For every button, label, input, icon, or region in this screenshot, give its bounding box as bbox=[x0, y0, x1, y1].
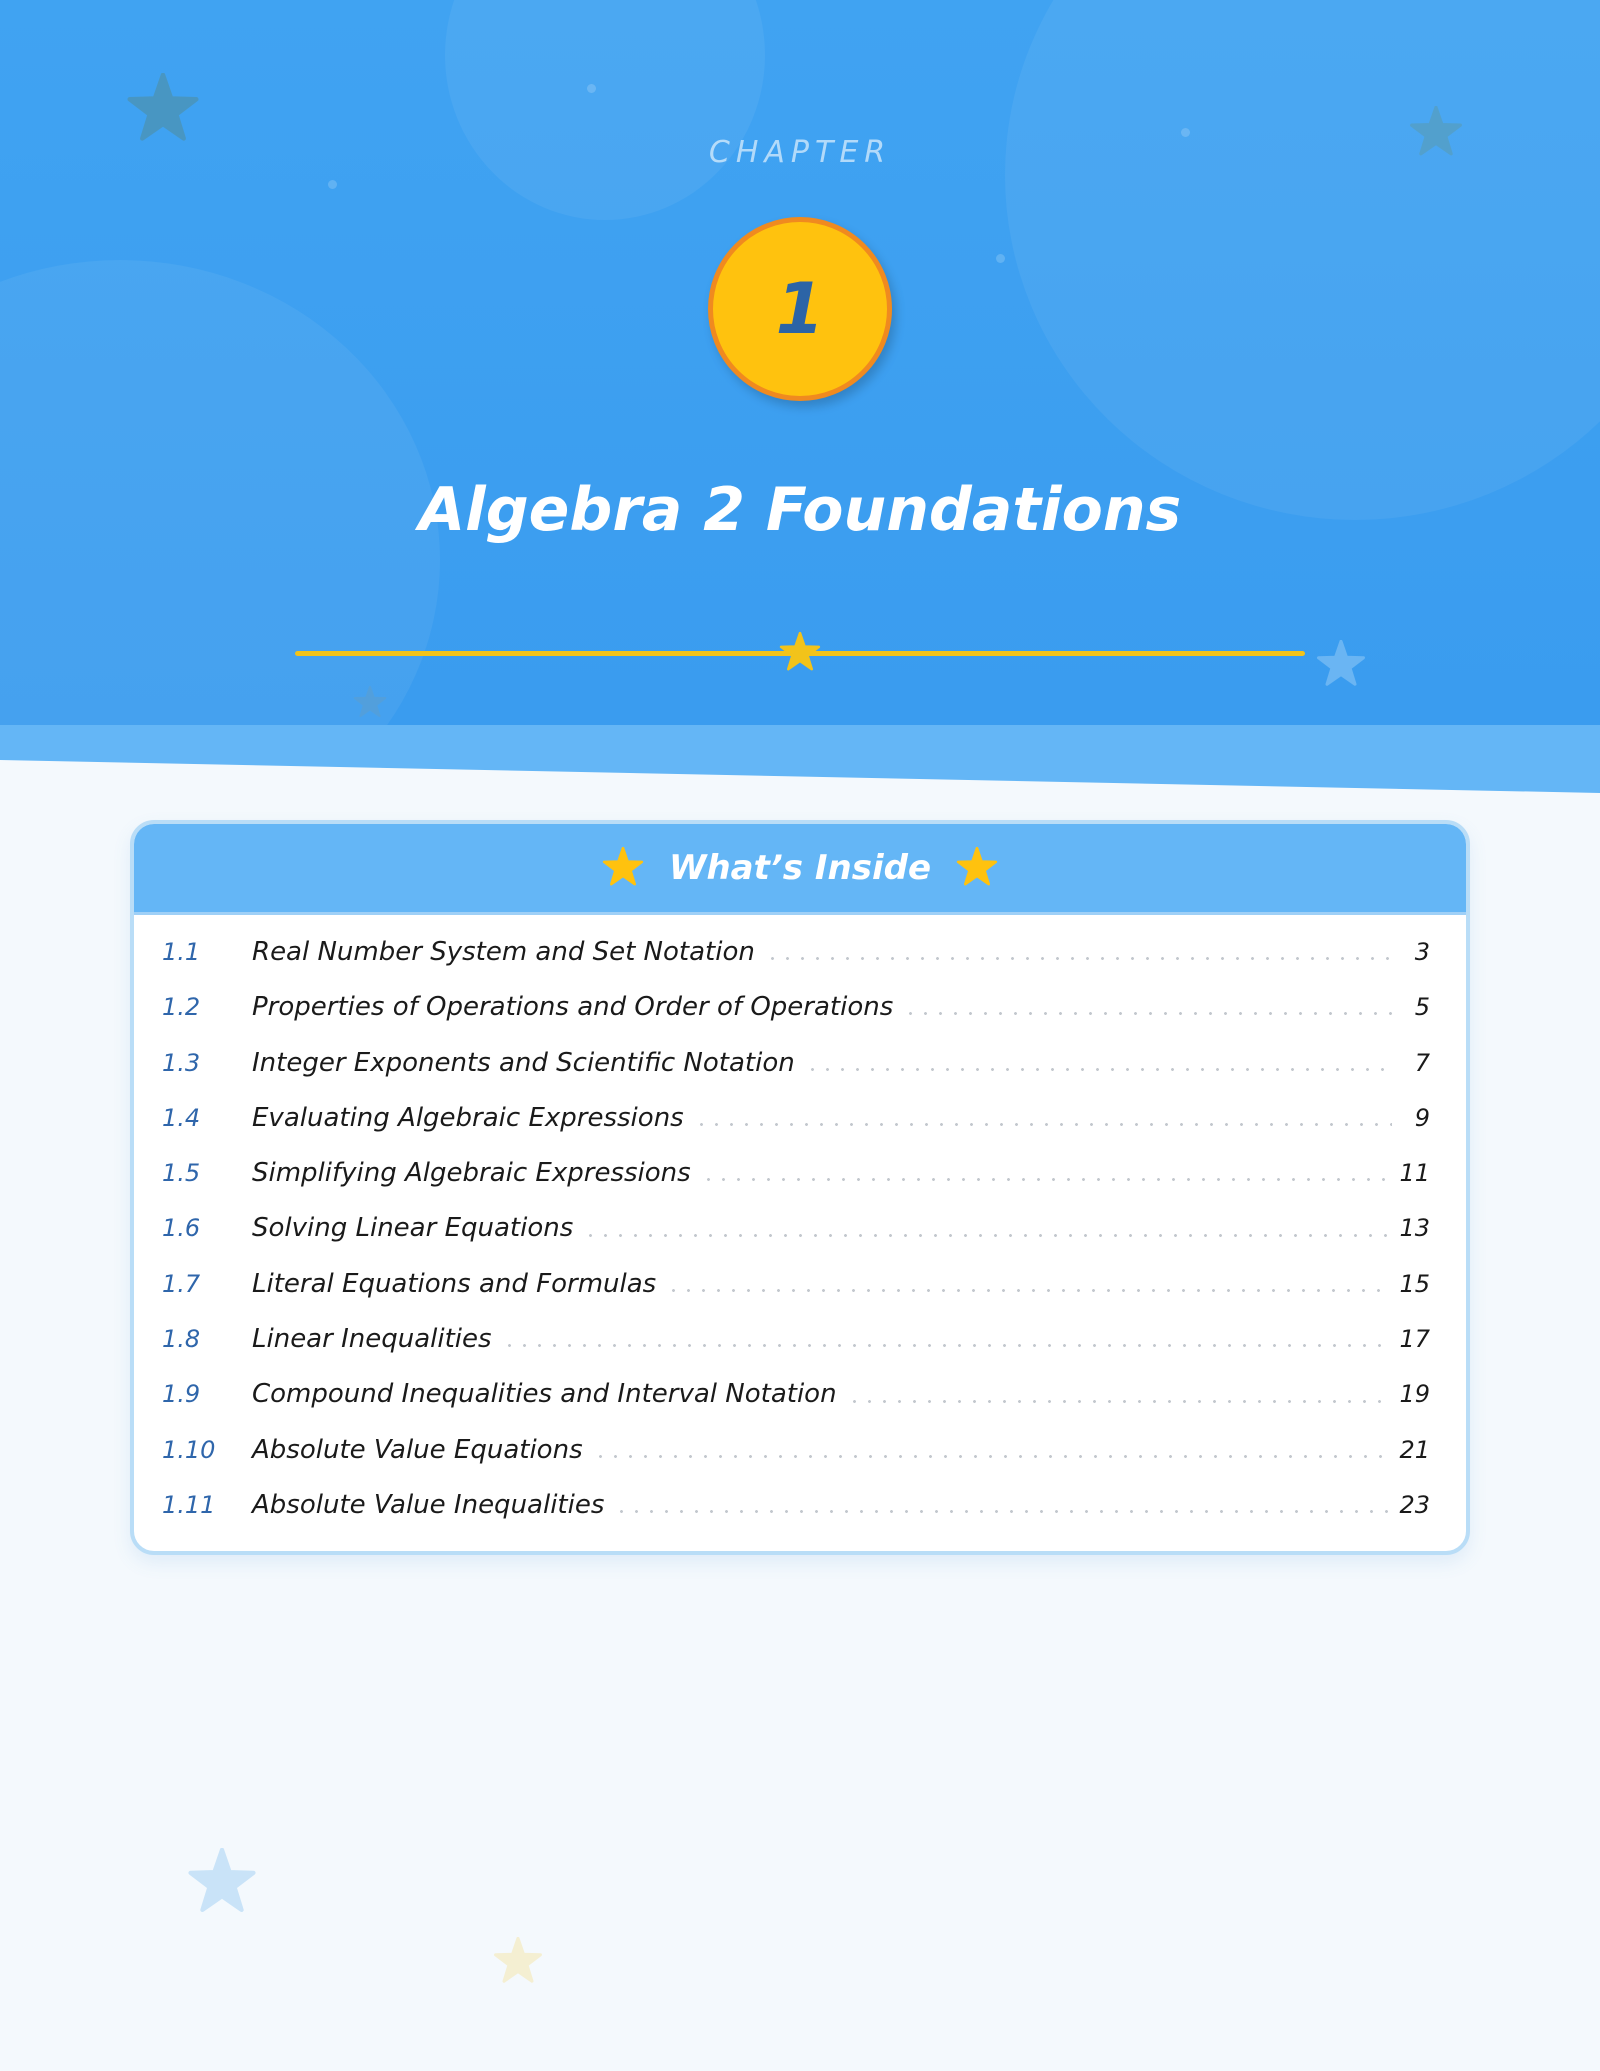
star-icon bbox=[352, 686, 388, 720]
dot-leader bbox=[805, 1068, 1392, 1071]
toc-header bbox=[134, 824, 1466, 915]
dot-leader bbox=[593, 1455, 1390, 1458]
star-icon bbox=[492, 1937, 544, 1987]
toc-entry[interactable] bbox=[162, 925, 1430, 980]
dot-leader bbox=[694, 1123, 1392, 1126]
toc-entry[interactable] bbox=[162, 1201, 1430, 1256]
decor-dot bbox=[996, 254, 1005, 263]
toc-entry-page: 15 bbox=[1399, 1269, 1430, 1298]
toc-entry-title: Real Number System and Set Notation bbox=[252, 937, 755, 967]
toc-entry-title: Integer Exponents and Scientific Notation bbox=[252, 1047, 795, 1078]
toc-list bbox=[134, 915, 1466, 1533]
star-icon bbox=[1315, 640, 1367, 690]
toc-entry[interactable] bbox=[162, 1036, 1430, 1091]
dot-leader bbox=[701, 1178, 1390, 1181]
toc-entry-number: 1.8 bbox=[162, 1325, 201, 1354]
dot-leader bbox=[765, 957, 1392, 960]
toc-entry-title: Simplifying Algebraic Expressions bbox=[252, 1158, 691, 1189]
toc-entry-page: 21 bbox=[1399, 1435, 1430, 1464]
chapter-number-badge bbox=[708, 217, 892, 401]
toc-entry-page: 3 bbox=[1414, 938, 1430, 966]
toc-entry-title: Absolute Value Equations bbox=[252, 1434, 583, 1465]
toc-entry-title: Evaluating Algebraic Expressions bbox=[252, 1102, 684, 1133]
toc-entry-page: 7 bbox=[1414, 1048, 1430, 1077]
hero-wave bbox=[0, 725, 1600, 795]
star-icon bbox=[601, 847, 645, 889]
toc-entry-page: 23 bbox=[1399, 1490, 1430, 1519]
toc-entry-number: 1.7 bbox=[162, 1269, 201, 1298]
toc-entry[interactable] bbox=[162, 1312, 1430, 1367]
toc-entry[interactable] bbox=[162, 980, 1430, 1035]
dot-leader bbox=[666, 1289, 1389, 1292]
toc-entry[interactable] bbox=[162, 1367, 1430, 1422]
toc-entry-number: 1.11 bbox=[162, 1490, 216, 1519]
decor-dot bbox=[328, 180, 337, 189]
toc-entry-number: 1.1 bbox=[162, 938, 201, 966]
toc-entry-number: 1.10 bbox=[162, 1435, 216, 1464]
dot-leader bbox=[847, 1400, 1390, 1403]
toc-entry[interactable] bbox=[162, 1423, 1430, 1478]
toc-entry-page: 11 bbox=[1399, 1159, 1430, 1188]
toc-entry-page: 5 bbox=[1414, 993, 1430, 1022]
chapter-title: Algebra 2 Foundations bbox=[418, 475, 1182, 545]
decor-circle bbox=[445, 0, 765, 220]
dot-leader bbox=[614, 1510, 1389, 1513]
decor-dot bbox=[587, 84, 596, 93]
toc-entry-number: 1.4 bbox=[162, 1103, 201, 1132]
dot-leader bbox=[583, 1234, 1389, 1237]
toc-entry-title: Properties of Operations and Order of Operations bbox=[252, 992, 894, 1023]
chapter-hero bbox=[0, 0, 1600, 727]
toc-entry-title: Absolute Value Inequalities bbox=[252, 1489, 605, 1520]
toc-entry[interactable] bbox=[162, 1478, 1430, 1533]
toc-entry[interactable] bbox=[162, 1091, 1430, 1146]
toc-entry-title: Solving Linear Equations bbox=[252, 1213, 574, 1244]
star-icon bbox=[186, 1848, 258, 1918]
toc-entry-number: 1.6 bbox=[162, 1214, 201, 1243]
toc-entry-title: Literal Equations and Formulas bbox=[252, 1268, 657, 1299]
toc-entry-number: 1.9 bbox=[162, 1380, 201, 1409]
dot-leader bbox=[502, 1344, 1390, 1347]
toc-entry[interactable] bbox=[162, 1146, 1430, 1201]
toc-card bbox=[130, 820, 1470, 1555]
dot-leader bbox=[903, 1012, 1392, 1015]
toc-entry-number: 1.5 bbox=[162, 1159, 201, 1188]
star-icon bbox=[778, 632, 822, 674]
toc-entry-page: 19 bbox=[1399, 1380, 1430, 1409]
chapter-label: CHAPTER bbox=[708, 135, 892, 170]
toc-entry-page: 13 bbox=[1399, 1214, 1430, 1243]
decor-circle bbox=[1005, 0, 1600, 520]
toc-entry[interactable] bbox=[162, 1257, 1430, 1312]
chapter-number: 1 bbox=[775, 268, 825, 350]
toc-entry-page: 9 bbox=[1414, 1103, 1430, 1132]
toc-entry-number: 1.3 bbox=[162, 1048, 201, 1077]
toc-entry-title: Linear Inequalities bbox=[252, 1324, 492, 1355]
star-icon bbox=[955, 847, 999, 889]
toc-entry-page: 17 bbox=[1399, 1325, 1430, 1354]
toc-entry-number: 1.2 bbox=[162, 993, 201, 1022]
toc-entry-title: Compound Inequalities and Interval Notation bbox=[252, 1379, 837, 1410]
toc-heading: What’s Inside bbox=[668, 848, 932, 888]
